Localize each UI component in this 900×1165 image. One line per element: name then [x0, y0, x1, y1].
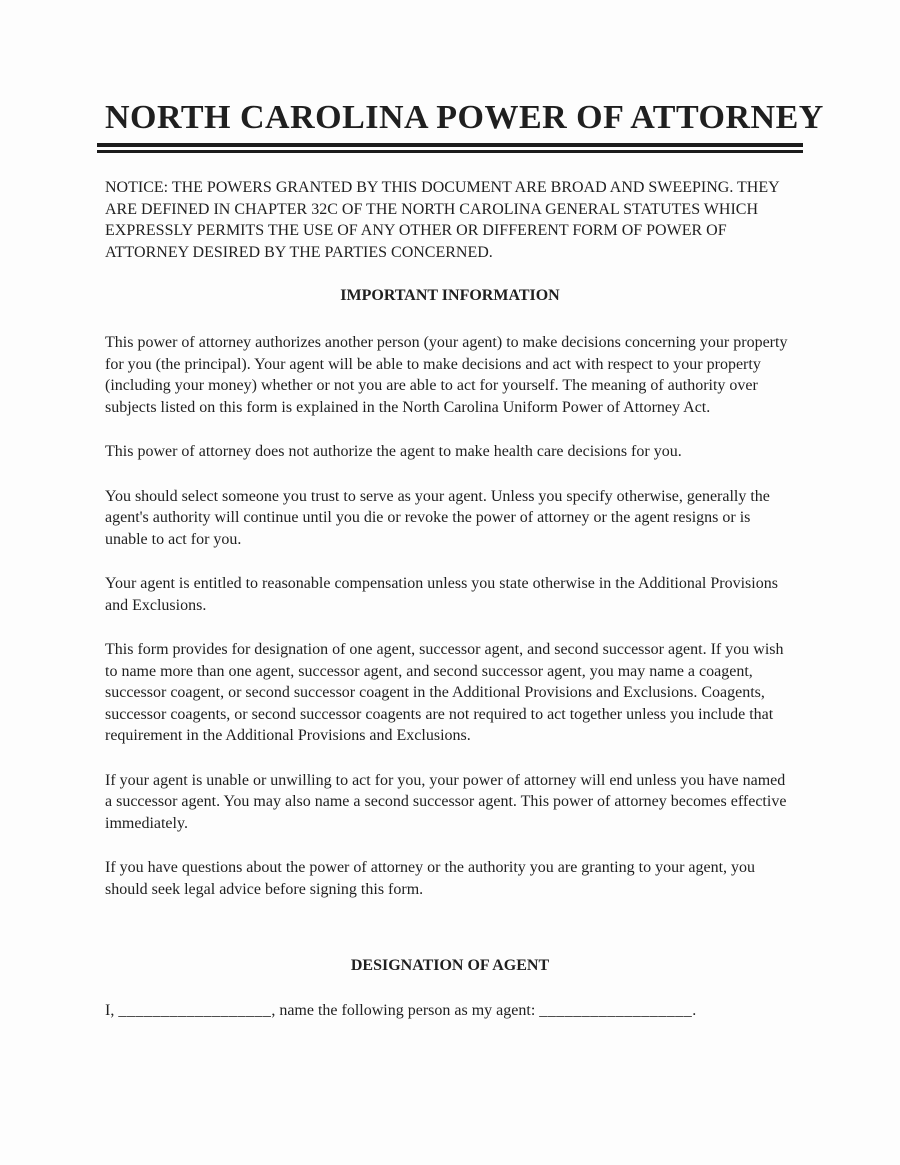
paragraph-select-someone: You should select someone you trust to serve as your agent. Unless you specify otherwise, generally the agent's authority will continue until you die or revoke the power of attorney or the agent resigns or is unable to act for you. — [105, 487, 770, 548]
designation-sentence — [105, 1000, 795, 1022]
paragraph-authorizes-agent: This power of attorney authorizes another person (your agent) to make decisions concerning your property for you (the principal). Your agent will be able to make decisions and act with respect to your property (including your money) whether or not you are able to act for yourself. The meaning of authority over subjects listed on this form is explained in the North Carolina Uniform Power of Attorney Act. — [105, 334, 788, 416]
designation-middle: , name the following person as my agent: — [271, 1002, 540, 1019]
section-heading-designation-of-agent: DESIGNATION OF AGENT — [350, 957, 550, 974]
notice-paragraph: NOTICE: THE POWERS GRANTED BY THIS DOCUMENT ARE BROAD AND SWEEPING. THEY ARE DEFINED IN CHAPTER 32C OF THE NORTH CAROLINA GENERAL STATUTES WHICH EXPRESSLY PERMITS THE USE OF ANY OTHER OR DIFFERENT FORM OF POWER OF ATTORNEY DESIRED BY THE PARTIES CONCERNED. — [105, 179, 780, 261]
paragraph-no-health-care: This power of attorney does not authorize the agent to make health care decisions for you. — [105, 443, 682, 460]
section-heading-important-information: IMPORTANT INFORMATION — [340, 287, 560, 304]
document-title: NORTH CAROLINA POWER OF ATTORNEY — [105, 99, 824, 136]
document-content — [105, 98, 824, 1022]
agent-name-blank[interactable]: __________________ — [539, 1002, 693, 1019]
paragraph-designation-of-agents: This form provides for designation of one agent, successor agent, and second successor agent. If you wish to name more than one agent, successor agent, and second successor agent, you may name a coagent, successor coagent, or second successor coagent in the Additional Provisions and Exclusions. Coagents, successor coagents, or second successor coagents are not required to act together unless you include that requirement in the Additional Provisions and Exclusions. — [105, 641, 784, 744]
title-double-rule — [97, 143, 803, 153]
designation-prefix: I, — [105, 1002, 119, 1019]
designation-suffix: . — [692, 1002, 697, 1019]
principal-name-blank[interactable]: __________________ — [118, 1002, 272, 1019]
paragraph-legal-advice: If you have questions about the power of attorney or the authority you are granting to your agent, you should seek legal advice before signing this form. — [105, 859, 756, 898]
paragraph-compensation: Your agent is entitled to reasonable compensation unless you state otherwise in the Additional Provisions and Exclusions. — [105, 575, 778, 614]
paragraph-successor-agent: If your agent is unable or unwilling to act for you, your power of attorney will end unless you have named a successor agent. You may also name a second successor agent. This power of attorney becomes effective immediately. — [105, 771, 787, 832]
